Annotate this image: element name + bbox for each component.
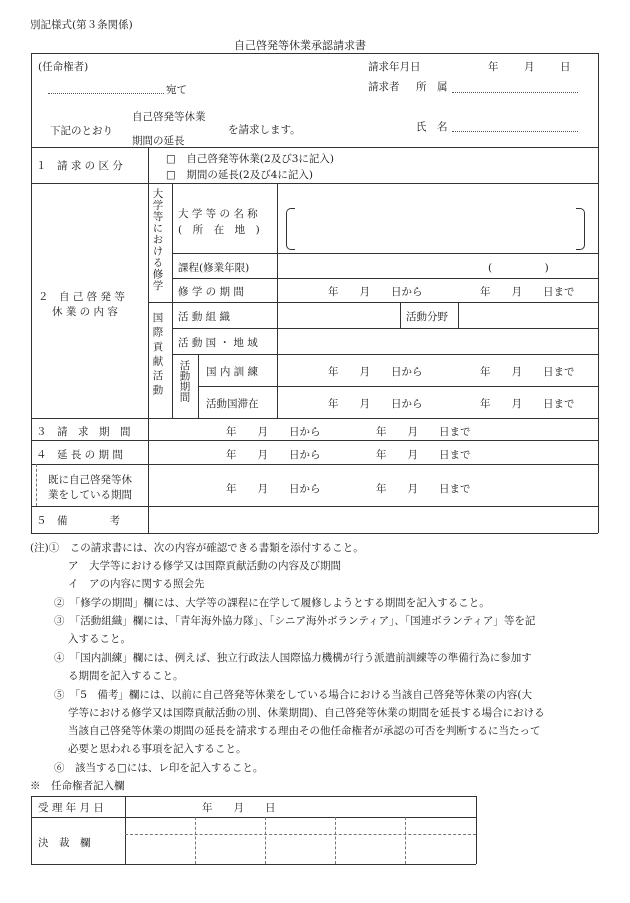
approval-label: 決 裁 欄 — [38, 837, 91, 849]
request-type-option-extension[interactable]: □ 期間の延長(2及び4に記入) — [166, 169, 313, 181]
receipt-date-value: 年 月 日 — [202, 802, 276, 814]
request-date-label: 請求年月日 — [368, 61, 421, 73]
extension-period-from: 年 月 日から — [226, 449, 321, 461]
leave-content-label-2: 休 業 の 内 容 — [52, 306, 118, 318]
request-period-label: ３ 請 求 期 間 — [36, 426, 131, 438]
request-suffix: を請求します。 — [228, 124, 301, 136]
receipt-date-label: 受 理 年 月 日 — [38, 802, 104, 814]
domestic-training-label: 国 内 訓 練 — [206, 366, 259, 378]
study-period-to: 年 月 日まで — [480, 286, 575, 298]
note-3-cont: 入すること。 — [68, 633, 131, 645]
requester-label: 請求者 — [368, 81, 400, 93]
authority-section-title: ※ 任命権者記入欄 — [30, 780, 125, 792]
authority-label: (任命権者) — [38, 61, 89, 73]
existing-leave-to: 年 月 日まで — [376, 483, 471, 495]
extension-period-label: ４ 延 長 の 期 間 — [36, 449, 123, 461]
intro-text: 下記のとおり — [50, 125, 113, 137]
activity-period-label: 活動期間 — [178, 360, 191, 402]
name-field[interactable] — [452, 131, 578, 132]
international-activity-label: 国際貢献活動 — [151, 312, 164, 399]
note-5-cont2: 当該自己啓発等休業の期間の延長を請求する理由その他任命権者が承認の可否を判断するに当たって — [68, 725, 541, 737]
approval-stamp-box-5[interactable] — [406, 835, 475, 863]
form-reference: 別記様式(第３条関係) — [30, 19, 133, 31]
remarks-label: ５ 備 考 — [36, 515, 120, 527]
note-2: ② 「修学の期間」欄には、大学等の課程に在学して履修しようとする期間を記入すること。 — [54, 597, 490, 609]
request-type-label: １ 請 求 の 区 分 — [36, 160, 123, 172]
affiliation-label: 所 属 — [416, 81, 448, 93]
approval-stamp-box-4[interactable] — [336, 835, 405, 863]
approval-stamp-box-1[interactable] — [126, 835, 195, 863]
date-year: 年 — [488, 61, 499, 73]
note-1: (注)① この請求書には、次の内容が確認できる書類を添付すること。 — [30, 542, 364, 554]
note-6: ⑥ 該当する□には、レ印を記入すること。 — [54, 762, 264, 774]
study-period-label: 修 学 の 期 間 — [178, 286, 244, 298]
country-label: 活 動 国 ・ 地 域 — [178, 337, 258, 349]
affiliation-field[interactable] — [452, 92, 578, 93]
name-label: 氏 名 — [416, 121, 448, 133]
leave-content-label: ２ 自 己 啓 発 等 — [38, 291, 125, 303]
note-5-cont3: 必要と思われる事項を記入すること。 — [68, 743, 247, 755]
note-4: ④ 「国内訓練」欄には、例えば、独立行政法人国際協力機構が行う派遣前訓練等の準備行為に参加す — [54, 652, 532, 664]
university-name-label: 大 学 等 の 名 称 — [178, 208, 258, 220]
course-years-field[interactable]: ( ) — [488, 262, 549, 274]
university-study-label: 大学等における修学 — [151, 188, 164, 292]
stay-period-to: 年 月 日まで — [480, 398, 575, 410]
training-period-from: 年 月 日から — [328, 366, 423, 378]
request-period-to: 年 月 日まで — [376, 426, 471, 438]
request-period-from: 年 月 日から — [226, 426, 321, 438]
choice-leave: 自己啓発等休業 — [132, 111, 206, 123]
date-month: 月 — [524, 61, 535, 73]
course-label: 課程(修業年限) — [178, 262, 250, 274]
university-location-label: ( 所 在 地 ) — [178, 224, 260, 236]
page-title: 自己啓発等休業承認請求書 — [234, 39, 366, 52]
addressee-suffix: 宛て — [166, 84, 187, 96]
stay-period-from: 年 月 日から — [328, 398, 423, 410]
training-period-to: 年 月 日まで — [480, 366, 575, 378]
choice-extension: 期間の延長 — [132, 135, 185, 147]
note-1b: イ アの内容に関する照会先 — [68, 578, 205, 590]
note-4-cont: る期間を記入すること。 — [68, 670, 184, 682]
existing-leave-label-2: 業をしている期間 — [48, 489, 132, 501]
activity-field-label: 活動分野 — [406, 311, 448, 323]
note-5-cont1: 学等における修学又は国際貢献活動の別、休業期間)、自己啓発等休業の期間を延長する場合における — [68, 707, 545, 719]
study-period-from: 年 月 日から — [328, 286, 423, 298]
approval-stamp-box-3[interactable] — [266, 835, 335, 863]
organization-label: 活 動 組 織 — [178, 311, 231, 323]
open-bracket — [286, 208, 295, 250]
stay-abroad-label: 活動国滞在 — [206, 398, 259, 410]
extension-period-to: 年 月 日まで — [376, 449, 471, 461]
request-type-option-leave[interactable]: □ 自己啓発等休業(2及び3に記入) — [166, 153, 334, 165]
note-1a: ア 大学等における修学又は国際貢献活動の内容及び期間 — [68, 560, 341, 572]
date-day: 日 — [560, 61, 571, 73]
note-5: ⑤ 「5 備考」欄には、以前に自己啓発等休業をしている場合における当該自己啓発等休業の内容(大 — [54, 689, 533, 701]
approval-stamp-box-2[interactable] — [196, 835, 265, 863]
close-bracket — [576, 208, 585, 250]
note-3: ③ 「活動組織」欄には、「青年海外協力隊」、「シニア海外ボランティア」、「国連ボランティア」等を記 — [54, 615, 536, 627]
existing-leave-from: 年 月 日から — [226, 483, 321, 495]
existing-leave-label-1: 既に自己啓発等休 — [48, 474, 132, 486]
addressee-line[interactable] — [48, 93, 164, 94]
